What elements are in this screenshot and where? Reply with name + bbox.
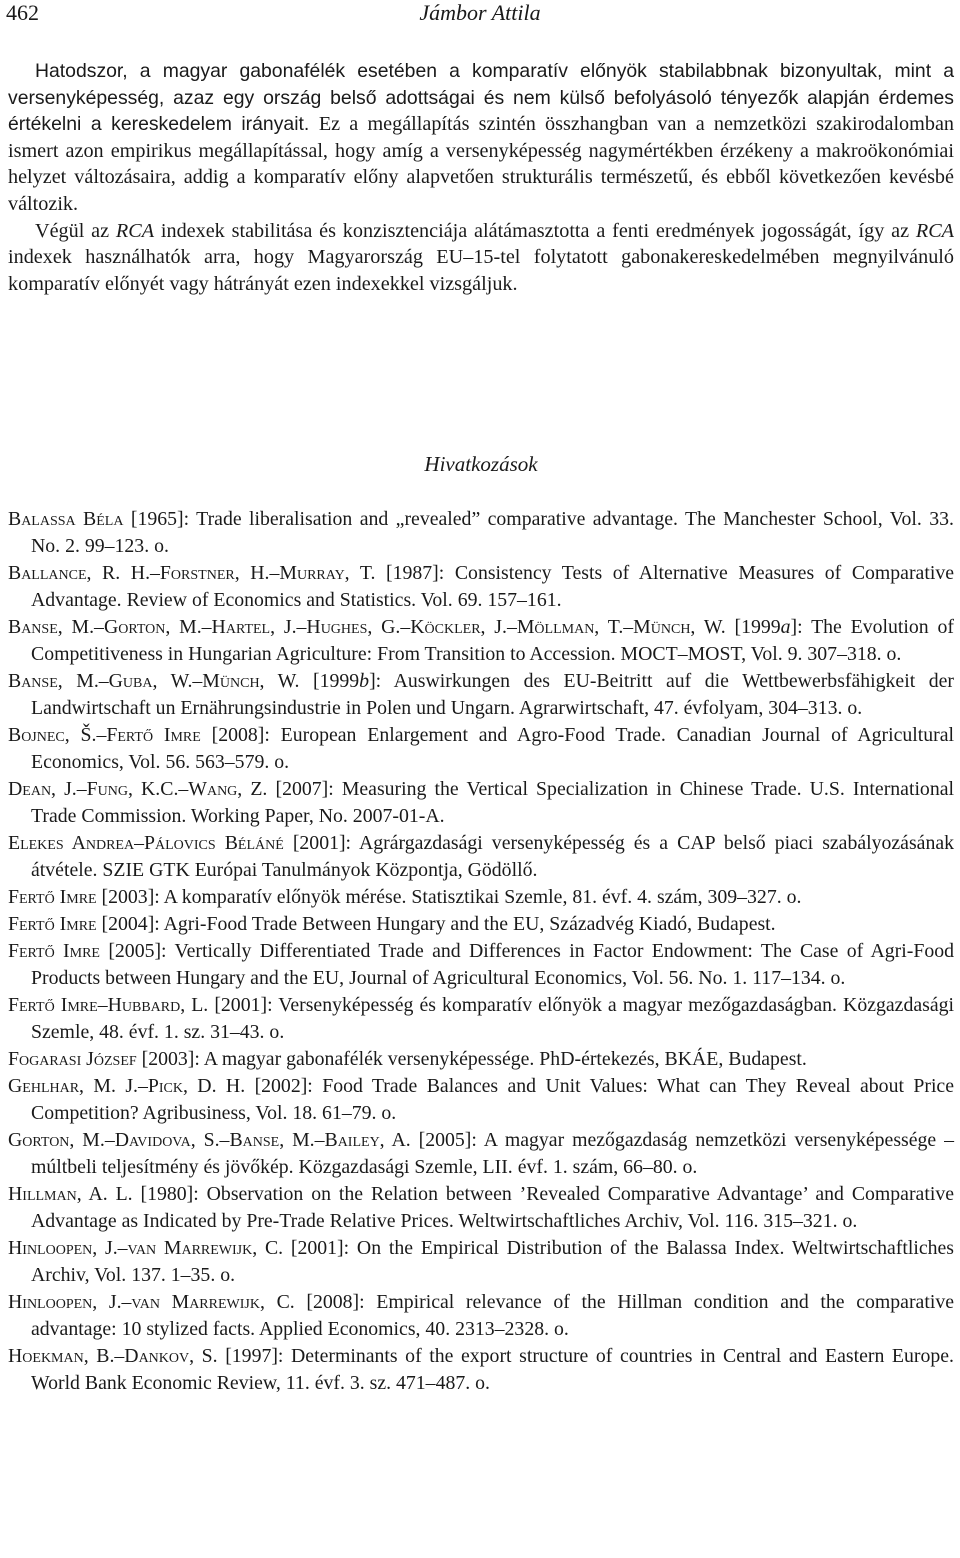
running-author: Jámbor Attila (419, 0, 541, 25)
reference-text: [1980]: Observation on the Relation between ’Revealed Comparative Advantage’ and Comparative Advantage as Indicated by Pre-Trade Relative Prices. Weltwirtschaftliches Archiv, Vol. 116. 315–321. o. (31, 1183, 954, 1232)
reference-text: ]: The Evolution of Competitiveness in Hungarian Agriculture: From Transition to Accession. MOCT–MOST, Vol. 9. 307–318. o. (31, 616, 954, 665)
reference-text: [1999 (725, 616, 781, 638)
reference-italic: a (780, 616, 791, 638)
paragraph (8, 218, 954, 298)
paragraph-text: indexek használhatók arra, hogy Magyarország EU–15-tel folytatott gabonakereskedelmében megnyilvánuló komparatív előnyét vagy hátrányát ezen indexekkel vizsgáljuk. (8, 246, 954, 295)
reference-authors: Elekes Andrea–Pálovics Béláné (8, 832, 284, 854)
reference-authors: Hinloopen, J.–van Marrewijk, C. (8, 1237, 284, 1259)
reference-authors: Fogarasi József (8, 1048, 137, 1070)
reference-text: [2001]: Agrárgazdasági versenyképesség és a CAP belső piaci szabályozásának átvétele. SZIE GTK Európai Tanulmányok Központja, Gödöllő. (31, 832, 955, 881)
reference-text: [1999 (299, 670, 360, 692)
reference-entry (8, 938, 954, 992)
reference-text: [2005]: A magyar mezőgazdaság nemzetközi versenyképessége – múltbeli teljesítmény és jövőkép. Közgazdasági Szemle, LII. évf. 1. szám, 66–80. o. (31, 1129, 955, 1178)
reference-italic: b (359, 670, 370, 692)
reference-authors: Fertő Imre–Hubbard, L. (8, 994, 209, 1016)
italic-term: RCA (915, 219, 954, 242)
reference-text: ]: Auswirkungen des EU-Beitritt auf die Wettbewerbsfähigkeit der Landwirtschaft un Ernährungsindustrie in Polen und Ungarn. Agrarwirtschaft, 47. évfolyam, 304–313. o. (31, 670, 954, 719)
reference-authors: Gehlhar, M. J.–Pick, D. H. (8, 1075, 246, 1097)
references-heading: Hivatkozások (424, 452, 538, 476)
reference-entry (8, 668, 954, 722)
reference-authors: Fertő Imre (8, 913, 97, 935)
reference-entry (8, 560, 954, 614)
reference-authors: Hoekman, B.–Dankov, S. (8, 1345, 218, 1367)
reference-entry (8, 911, 954, 938)
reference-authors: Dean, J.–Fung, K.C.–Wang, Z. (8, 778, 268, 800)
reference-text: [2003]: A komparatív előnyök mérése. Statisztikai Szemle, 81. évf. 4. szám, 309–327. o. (96, 886, 802, 908)
reference-entry (8, 1127, 954, 1181)
running-header (0, 0, 960, 30)
body-text (8, 58, 954, 297)
reference-text: [1997]: Determinants of the export structure of countries in Central and Eastern Europe. World Bank Economic Review, 11. évf. 3. sz. 471–487. o. (31, 1345, 954, 1394)
reference-text: [2008]: Empirical relevance of the Hillman condition and the comparative advantage: 10 stylized facts. Applied Economics, 40. 2313–2328. o. (31, 1291, 954, 1340)
reference-text: [2001]: On the Empirical Distribution of the Balassa Index. Weltwirtschaftliches Archiv, Vol. 137. 1–35. o. (31, 1237, 954, 1286)
reference-text: [2002]: Food Trade Balances and Unit Values: What can They Reveal about Price Competition? Agribusiness, Vol. 18. 61–79. o. (31, 1075, 954, 1124)
reference-authors: Banse, M.–Gorton, M.–Hartel, J.–Hughes, G.–Köckler, J.–Möllman, T.–Münch, W. (8, 616, 726, 638)
reference-entry (8, 1289, 954, 1343)
reference-authors: Ballance, R. H.–Forstner, H.–Murray, T. (8, 562, 376, 584)
reference-authors: Banse, M.–Guba, W.–Münch, W. (8, 670, 300, 692)
reference-text: [1965]: Trade liberalisation and „revealed” comparative advantage. The Manchester School, Vol. 33. No. 2. 99–123. o. (31, 508, 954, 557)
reference-authors: Balassa Béla (8, 508, 124, 530)
reference-entry (8, 1046, 954, 1073)
reference-entry (8, 1235, 954, 1289)
reference-authors: Hillman, A. L. (8, 1183, 133, 1205)
reference-text: [2003]: A magyar gabonafélék versenyképessége. PhD-értekezés, BKÁE, Budapest. (136, 1048, 807, 1070)
reference-entry (8, 992, 954, 1046)
reference-entry (8, 506, 954, 560)
reference-authors: Fertő Imre (8, 940, 100, 962)
reference-entry (8, 614, 954, 668)
reference-entry (8, 776, 954, 830)
reference-text: [1987]: Consistency Tests of Alternative Measures of Comparative Advantage. Review of Economics and Statistics. Vol. 69. 157–161. (31, 562, 954, 611)
references-section (8, 450, 954, 1397)
reference-entry (8, 722, 954, 776)
reference-authors: Fertő Imre (8, 886, 97, 908)
reference-entry (8, 1181, 954, 1235)
reference-entry (8, 830, 954, 884)
reference-text: [2007]: Measuring the Vertical Specialization in Chinese Trade. U.S. International Trade Commission. Working Paper, No. 2007-01-A. (31, 778, 954, 827)
reference-authors: Hinloopen, J.–van Marrewijk, C. (8, 1291, 295, 1313)
italic-term: RCA (115, 219, 155, 242)
reference-text: [2005]: Vertically Differentiated Trade and Differences in Factor Endowment: The Case of Agri-Food Products between Hungary and the EU, Journal of Agricultural Economics, Vol. 56. No. 1. 117–134. o. (31, 940, 954, 989)
paragraph-text: indexek stabilitása és konzisztenciája alátámasztotta a fenti eredmények jogosságát, így az (154, 219, 916, 242)
paragraph-text: Hatodszor, a magyar gabonafélék esetében a komparatív előnyök stabilabbnak bizonyultak, mint a versenyképesség, azaz egy ország belső adottságai és nem külső befolyásoló tényezők alapján érdemes értékelni a kereskedelem irányait. (8, 60, 954, 136)
reference-text: [2001]: Versenyképesség és komparatív előnyök a magyar mezőgazdaságban. Közgazdasági Szemle, 48. évf. 1. sz. 31–43. o. (31, 994, 954, 1043)
reference-list (8, 506, 954, 1397)
reference-text: [2004]: Agri-Food Trade Between Hungary and the EU, Századvég Kiadó, Budapest. (96, 913, 776, 935)
reference-text: [2008]: European Enlargement and Agro-Food Trade. Canadian Journal of Agricultural Economics, Vol. 56. 563–579. o. (31, 724, 954, 773)
paragraph (8, 58, 954, 218)
reference-authors: Bojnec, Š.–Fertő Imre (8, 724, 201, 746)
paragraph-text: Végül az (35, 219, 116, 242)
reference-entry (8, 1343, 954, 1397)
reference-entry (8, 1073, 954, 1127)
paragraph-text: Ez a megállapítás szintén összhangban van a nemzetközi szakirodalomban ismert azon empirikus megállapítással, hogy amíg a versenyképesség nagymértékben érzékeny a makroökonómiai helyzet változásaira, addig a komparatív előny alapvetően strukturális természetű, és ebből következően kevésbé változik. (8, 113, 954, 215)
page-number: 462 (6, 0, 39, 25)
reference-authors: Gorton, M.–Davidova, S.–Banse, M.–Bailey, A. (8, 1129, 411, 1151)
reference-entry (8, 884, 954, 911)
